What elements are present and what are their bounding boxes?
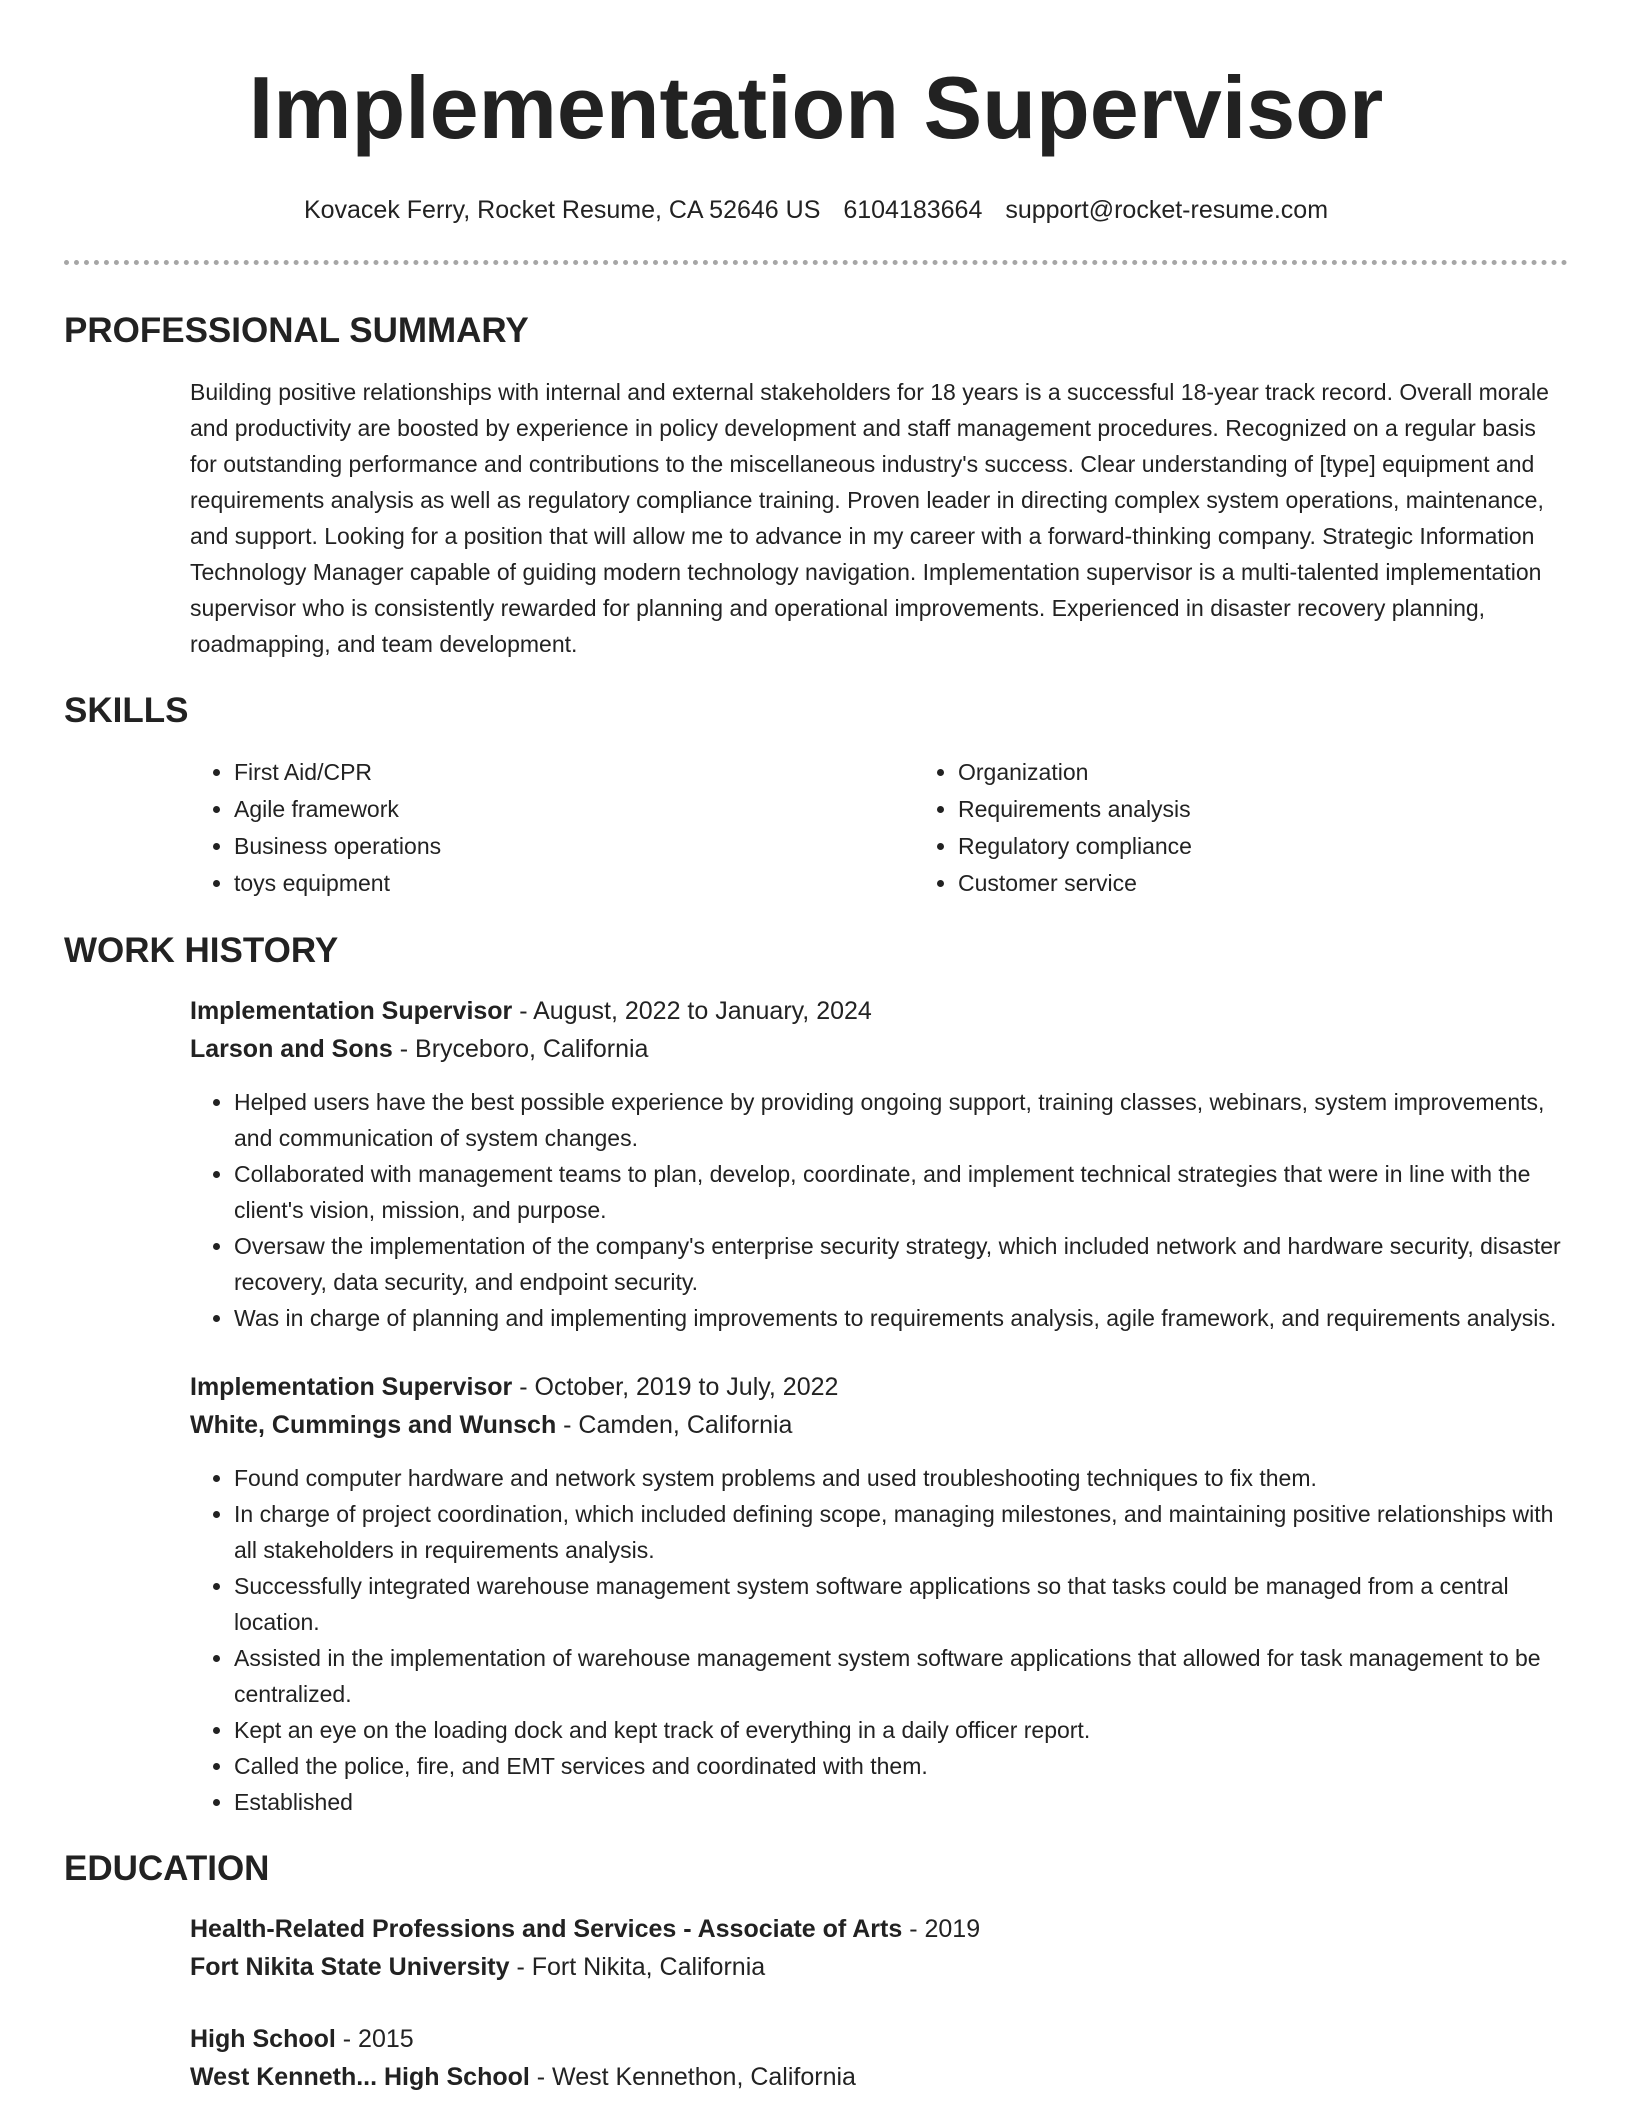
education-school-line: [190, 2058, 1568, 2096]
job-bullet: • Oversaw the implementation of the company's enterprise security strategy, which included network and hardware security, disaster recovery, data security, and endpoint security.: [234, 1228, 1568, 1300]
resume-page: [64, 0, 1568, 2096]
work-section: [190, 992, 1568, 1820]
education-degree: Health-Related Professions and Services - Associate of Arts: [190, 1915, 903, 1943]
job-dates: - August, 2022 to January, 2024: [512, 997, 872, 1025]
education-entry: [190, 1910, 1568, 1986]
job-company: White, Cummings and Wunsch: [190, 1411, 557, 1439]
contact-email: support@rocket-resume.com: [1005, 196, 1329, 224]
skills-column-left: [190, 754, 914, 902]
resume-title: Implementation Supervisor: [248, 58, 1384, 157]
summary-heading: PROFESSIONAL SUMMARY: [64, 311, 529, 350]
education-degree: High School: [190, 2025, 336, 2053]
job-bullet: • Kept an eye on the loading dock and kept track of everything in a daily officer report.: [234, 1712, 1568, 1748]
job-bullets: [190, 1084, 1568, 1336]
header-divider: [64, 260, 1568, 265]
job-title-line: [190, 1368, 1568, 1406]
job-location: - Bryceboro, California: [392, 1035, 649, 1063]
education-location: - West Kennethon, California: [529, 2063, 856, 2091]
summary-section: [190, 374, 1568, 662]
skills-column-right: [914, 754, 1558, 902]
job-title: Implementation Supervisor: [190, 997, 513, 1025]
skill-item: • First Aid/CPR: [234, 754, 914, 791]
job-bullet: • Found computer hardware and network system problems and used troubleshooting techniques to fix them.: [234, 1460, 1568, 1496]
education-degree-line: [190, 2020, 1568, 2058]
job-bullet: • Established: [234, 1784, 1568, 1820]
job-company: Larson and Sons: [190, 1035, 393, 1063]
skills-section: [190, 754, 1568, 902]
summary-text: Building positive relationships with internal and external stakeholders for 18 years is a successful 18-year track record. Overall morale and productivity are boosted by experience in policy development and staff management procedures. Recognized on a regular basis for outstanding performance and contributions to the miscellaneous industry's success. Clear understanding of [type] equipment and requirements analysis as well as regulatory compliance training. Proven leader in directing complex system operations, maintenance, and support. Looking for a position that will allow me to advance in my career with a forward-thinking company. Strategic Information Technology Manager capable of guiding modern technology navigation. Implementation supervisor is a multi-talented implementation supervisor who is consistently rewarded for planning and operational improvements. Experienced in disaster recovery planning, roadmapping, and team development.: [190, 379, 1549, 657]
contact-address: Kovacek Ferry, Rocket Resume, CA 52646 US: [303, 196, 821, 224]
education-school: West Kenneth... High School: [190, 2063, 530, 2091]
education-location: - Fort Nikita, California: [509, 1953, 766, 1981]
education-degree-line: [190, 1910, 1568, 1948]
skill-item: • Requirements analysis: [958, 791, 1558, 828]
job-bullet: • In charge of project coordination, which included defining scope, managing milestones, and maintaining positive relationships with all stakeholders in requirements analysis.: [234, 1496, 1568, 1568]
skill-item: • Agile framework: [234, 791, 914, 828]
education-year: - 2019: [902, 1915, 981, 1943]
job-title: Implementation Supervisor: [190, 1373, 513, 1401]
contact-phone: 6104183664: [843, 196, 983, 224]
job-bullet: • Was in charge of planning and implementing improvements to requirements analysis, agile framework, and requirements analysis.: [234, 1300, 1568, 1336]
job-title-line: [190, 992, 1568, 1030]
education-school: Fort Nikita State University: [190, 1953, 510, 1981]
skill-item: • Regulatory compliance: [958, 828, 1558, 865]
job-entry: [190, 1368, 1568, 1820]
work-heading: WORK HISTORY: [64, 931, 339, 970]
job-bullet: • Helped users have the best possible experience by providing ongoing support, training classes, webinars, system improvements, and communication of system changes.: [234, 1084, 1568, 1156]
skill-item: • Business operations: [234, 828, 914, 865]
job-company-line: [190, 1030, 1568, 1068]
job-location: - Camden, California: [556, 1411, 793, 1439]
skill-item: • toys equipment: [234, 865, 914, 902]
education-entry: [190, 2020, 1568, 2096]
education-school-line: [190, 1948, 1568, 1986]
skills-heading: SKILLS: [64, 691, 189, 730]
education-year: - 2015: [335, 2025, 414, 2053]
job-bullet: • Called the police, fire, and EMT services and coordinated with them.: [234, 1748, 1568, 1784]
job-company-line: [190, 1406, 1568, 1444]
job-bullets: [190, 1460, 1568, 1820]
education-heading: EDUCATION: [64, 1849, 270, 1888]
education-section: [190, 1910, 1568, 2096]
job-bullet: • Successfully integrated warehouse management system software applications so that tasks could be managed from a central location.: [234, 1568, 1568, 1640]
job-bullet: • Collaborated with management teams to plan, develop, coordinate, and implement technical strategies that were in line with the client's vision, mission, and purpose.: [234, 1156, 1568, 1228]
job-dates: - October, 2019 to July, 2022: [512, 1373, 839, 1401]
skills-grid: [190, 754, 1568, 902]
skill-item: • Customer service: [958, 865, 1558, 902]
job-entry: [190, 992, 1568, 1336]
contact-line: [64, 194, 1568, 226]
skill-item: • Organization: [958, 754, 1558, 791]
job-bullet: • Assisted in the implementation of warehouse management system software applications that allowed for task management to be centralized.: [234, 1640, 1568, 1712]
